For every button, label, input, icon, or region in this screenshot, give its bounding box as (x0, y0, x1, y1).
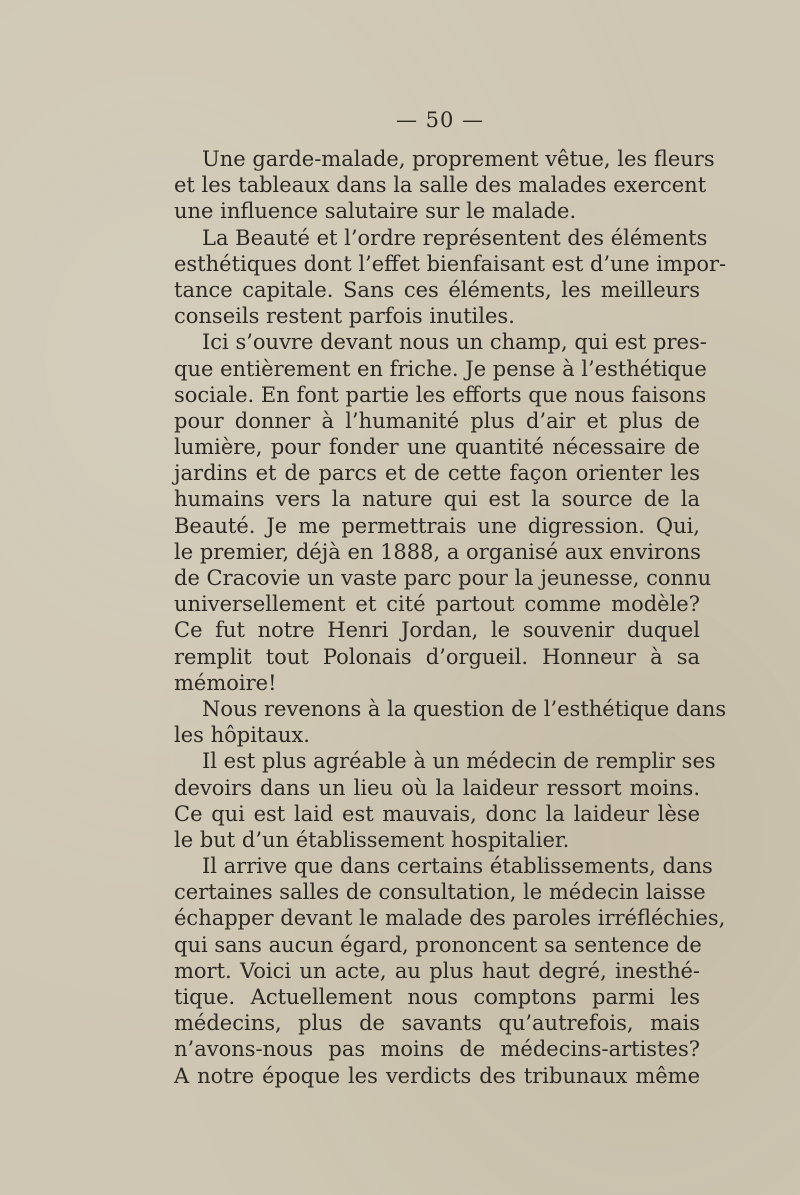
text-line: humains vers la nature qui est la source de la (174, 487, 700, 512)
text-line: Ce qui est laid est mauvais, donc la laideur lèse (174, 801, 700, 826)
text-line: Nous revenons à la question de l’esthétique dans (202, 696, 727, 721)
text-line: conseils restent parfois inutiles. (174, 304, 515, 329)
text-line: échapper devant le malade des paroles irréfléchies, (174, 906, 726, 931)
text-line: médecins, plus de savants qu’autrefois, mais (174, 1011, 700, 1036)
text-line: mort. Voici un acte, au plus haut degré, inesthé- (174, 958, 700, 983)
text-line: sociale. En font partie les efforts que nous faisons (174, 382, 707, 407)
text-line: universellement et cité partout comme modèle? (174, 592, 700, 617)
text-line: le but d’un établissement hospitalier. (174, 827, 570, 852)
text-line: remplit tout Polonais d’orgueil. Honneur à sa (174, 644, 700, 669)
text-line: et les tableaux dans la salle des malades exercent (174, 173, 707, 198)
text-line: les hôpitaux. (174, 723, 310, 748)
text-line: Beauté. Je me permettrais une digression. Qui, (174, 513, 700, 538)
text-line: tique. Actuellement nous comptons parmi les (174, 985, 700, 1009)
text-line: une influence salutaire sur le malade. (174, 199, 577, 224)
text-line: qui sans aucun égard, prononcent sa sentence de (174, 932, 702, 957)
text-line: A notre époque les verdicts des tribunaux même (174, 1063, 700, 1088)
text-line: de Cracovie un vaste parc pour la jeunesse, connu (174, 566, 712, 590)
text-line: Il arrive que dans certains établissements, dans (202, 854, 713, 879)
text-line: La Beauté et l’ordre représentent des éléments (202, 225, 708, 250)
text-line: esthétiques dont l’effet bienfaisant est d’une impor- (174, 251, 727, 276)
text-line: mémoire! (174, 670, 277, 695)
text-line: Ici s’ouvre devant nous un champ, qui est pres- (202, 330, 707, 355)
text-line: pour donner à l’humanité plus d’air et plus de (174, 408, 700, 433)
text-line: devoirs dans un lieu où la laideur ressort moins. (174, 775, 700, 800)
text-line: Ce fut notre Henri Jordan, le souvenir duquel (174, 618, 700, 643)
text-line: le premier, déjà en 1888, a organisé aux environs (174, 539, 701, 564)
text-line: tance capitale. Sans ces éléments, les meilleurs (174, 277, 700, 302)
text-line: n’avons-nous pas moins de médecins-artistes? (174, 1037, 700, 1062)
text-line: que entièrement en friche. Je pense à l’esthétique (174, 356, 707, 381)
page-number: — 50 — (395, 108, 485, 132)
text-line: Une garde-malade, proprement vêtue, les fleurs (202, 147, 715, 171)
text-line: Il est plus agréable à un médecin de remplir ses (202, 749, 716, 774)
body-text (174, 146, 727, 1089)
text-line: lumière, pour fonder une quantité nécessaire de (174, 435, 700, 460)
text-line: certaines salles de consultation, le médecin laisse (174, 880, 706, 905)
text-line: jardins et de parcs et de cette façon orienter les (174, 461, 700, 486)
